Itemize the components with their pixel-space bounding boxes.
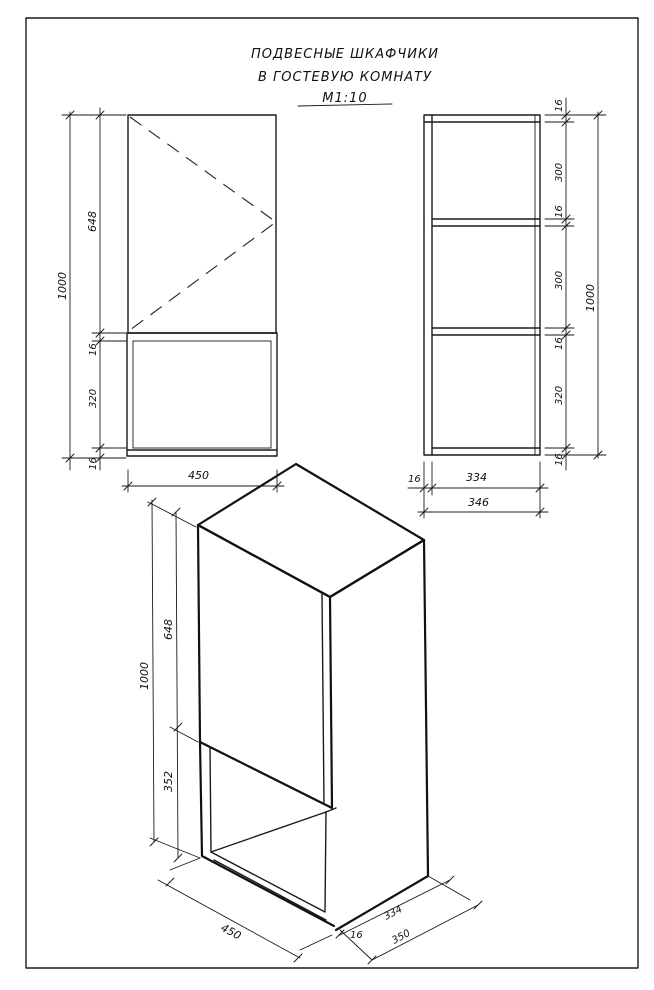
front-open-box — [127, 333, 277, 456]
iso-dim-thickness: 16 — [350, 930, 363, 941]
iso-dim-inner-depth: 334 — [382, 903, 405, 923]
side-dim-shelf2: 16 — [554, 337, 565, 350]
side-dim-upper: 300 — [554, 162, 565, 182]
side-view — [408, 98, 606, 518]
side-dim-thickness: 16 — [408, 474, 421, 485]
side-dim-total: 1000 — [584, 284, 597, 312]
title-scale: М1:10 — [322, 91, 368, 106]
iso-dim-door: 648 — [162, 619, 175, 640]
front-dim-door: 648 — [86, 211, 99, 232]
side-dim-shelf1: 16 — [554, 205, 565, 218]
front-dim-shelf: 16 — [88, 343, 99, 356]
front-door-panel — [128, 115, 276, 333]
iso-view — [138, 464, 482, 964]
iso-dim-depth: 350 — [390, 927, 413, 947]
iso-dim-open: 352 — [162, 771, 175, 792]
front-open-inner — [133, 341, 271, 448]
title-line-2: В ГОСТЕВУЮ КОМНАТУ — [258, 70, 432, 85]
front-view — [56, 108, 284, 492]
title-block — [251, 47, 439, 106]
front-dim-bottom: 16 — [88, 457, 99, 470]
sheet-border — [26, 18, 638, 968]
iso-top — [198, 464, 424, 597]
iso-dim-width: 450 — [218, 921, 244, 943]
side-outer — [424, 115, 540, 455]
side-dim-bottom: 16 — [554, 453, 565, 466]
iso-dim-total: 1000 — [138, 662, 151, 690]
front-dim-width: 450 — [188, 469, 209, 482]
side-dim-middle: 300 — [554, 270, 565, 290]
side-dim-depth: 346 — [468, 496, 489, 509]
side-dim-top: 16 — [554, 99, 565, 112]
front-dim-open: 320 — [88, 388, 99, 408]
iso-right-side — [330, 540, 428, 930]
door-opening-lines — [130, 117, 276, 330]
title-line-1: ПОДВЕСНЫЕ ШКАФЧИКИ — [251, 47, 439, 62]
side-dim-inner-depth: 334 — [466, 471, 487, 484]
iso-open-section — [200, 742, 334, 926]
iso-door — [198, 525, 332, 808]
side-dim-lower: 320 — [554, 385, 565, 405]
front-dim-total: 1000 — [56, 272, 69, 300]
